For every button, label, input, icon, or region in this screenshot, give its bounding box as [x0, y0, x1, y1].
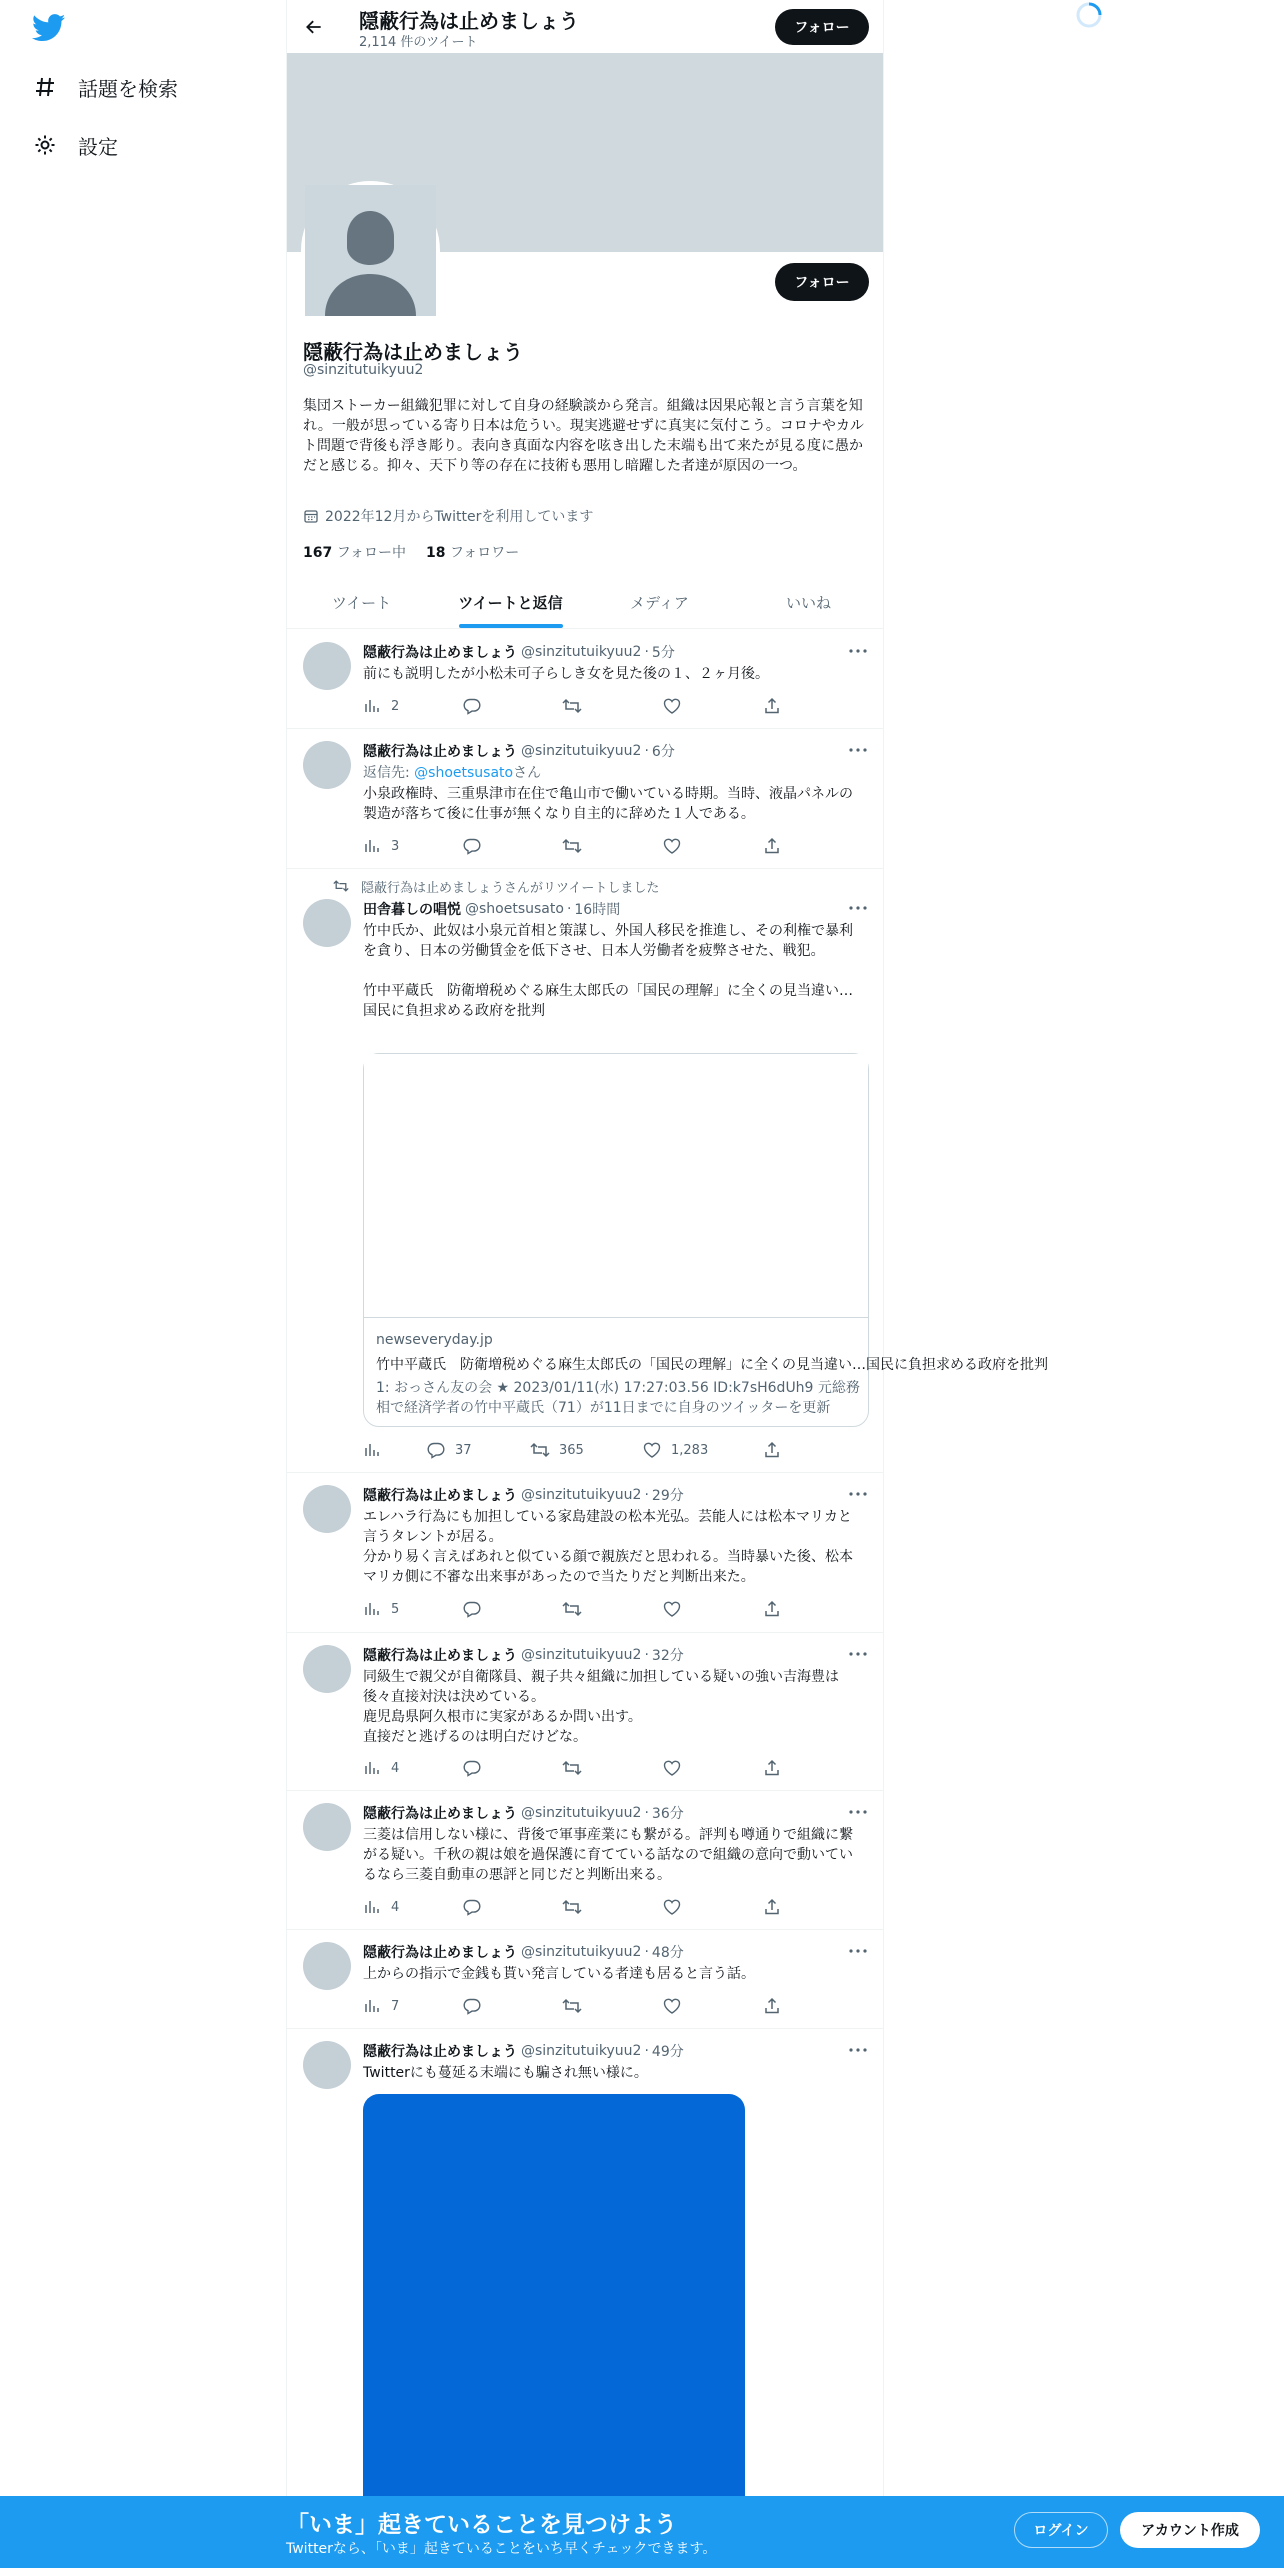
- share-button[interactable]: [763, 1599, 781, 1619]
- login-button[interactable]: ログイン: [1014, 2512, 1108, 2548]
- share-button[interactable]: [763, 1996, 781, 2016]
- reply-button[interactable]: [463, 836, 481, 856]
- reply-icon: [463, 1600, 481, 1618]
- followers-count: 18: [426, 545, 446, 561]
- tweet-actions: [363, 1897, 803, 1917]
- tweet-author-name[interactable]: 隠蔽行為は止めましょう: [363, 1806, 517, 1822]
- views-count: 3: [391, 838, 400, 854]
- tweet[interactable]: [287, 729, 883, 869]
- tweet-time[interactable]: 5分: [651, 645, 675, 661]
- tweet-author-name[interactable]: 隠蔽行為は止めましょう: [363, 645, 517, 661]
- nav-settings-label: 設定: [78, 134, 118, 159]
- reply-icon: [463, 837, 481, 855]
- tweet-time[interactable]: 16時間: [574, 902, 621, 918]
- tweet-author-name[interactable]: 隠蔽行為は止めましょう: [363, 1488, 517, 1504]
- tab-tweets-and-replies-label: ツイートと返信: [458, 593, 563, 612]
- heart-icon: [663, 1997, 681, 2015]
- link-card-domain: newseveryday.jp: [376, 1332, 493, 1348]
- reply-button[interactable]: [463, 1897, 481, 1917]
- tweet-text: 三菱は信用しない様に、背後で軍事産業にも繋がる。評判も噂通りで組織に繋がる疑い。千秋の親は娘を過保護に育てている話なので組織の意向で動いているなら三菱自動車の悪評と同じだと判断出来る。: [363, 1827, 853, 1883]
- like-button[interactable]: [663, 836, 681, 856]
- tweet-author-handle[interactable]: @sinzitutuikyuu2: [521, 2043, 642, 2059]
- tweet[interactable]: [287, 1791, 883, 1930]
- separator-dot: ·: [644, 1805, 649, 1821]
- views-button[interactable]: [363, 1440, 381, 1460]
- separator-dot: ·: [644, 743, 649, 759]
- retweet-button[interactable]: [563, 1599, 581, 1619]
- share-icon: [763, 1898, 781, 1916]
- signup-bottom-bar: [0, 2496, 1284, 2568]
- like-button[interactable]: [643, 1440, 708, 1460]
- tweet-header: [363, 642, 675, 662]
- tweet-text: 上からの指示で金銭も貰い発言している者達も居ると言う話。: [363, 1966, 755, 1982]
- more-options-icon[interactable]: [847, 642, 869, 660]
- tweet-header: [363, 1803, 684, 1823]
- nav-explore[interactable]: [32, 67, 178, 107]
- reply-to-link[interactable]: @shoetsusato: [414, 765, 514, 781]
- back-arrow-icon[interactable]: [299, 12, 329, 42]
- tab-media[interactable]: [585, 576, 734, 628]
- views-count: 5: [391, 1601, 400, 1617]
- tweet-text: Twitterにも蔓延る末端にも騙され無い様に。: [363, 2065, 648, 2081]
- tweet-avatar[interactable]: [303, 1645, 351, 1693]
- reply-icon: [463, 1898, 481, 1916]
- tweet-avatar[interactable]: [303, 642, 351, 690]
- tab-tweets-label: ツイート: [331, 593, 392, 612]
- retweet-button[interactable]: [563, 1996, 581, 2016]
- header-title: 隠蔽行為は止めましょう: [359, 9, 579, 33]
- retweet-button[interactable]: [563, 696, 581, 716]
- share-icon: [763, 1759, 781, 1777]
- more-options-icon[interactable]: [847, 2041, 869, 2059]
- reply-icon: [463, 1997, 481, 2015]
- views-count: 4: [391, 1760, 400, 1776]
- share-button[interactable]: [763, 1758, 781, 1778]
- default-avatar-icon: [305, 185, 436, 316]
- heart-icon: [663, 837, 681, 855]
- reply-icon: [463, 697, 481, 715]
- retweet-icon: [563, 697, 581, 715]
- tweet-author-handle[interactable]: @shoetsusato: [465, 901, 564, 917]
- retweet-icon: [531, 1441, 549, 1459]
- tweet-time[interactable]: 48分: [651, 1945, 684, 1961]
- views-count: 4: [391, 1899, 400, 1915]
- tweet-header: [363, 1645, 684, 1665]
- more-options-icon[interactable]: [847, 1645, 869, 1663]
- hashtag-icon: [32, 74, 58, 100]
- like-button[interactable]: [663, 696, 681, 716]
- retweet-button[interactable]: [563, 836, 581, 856]
- like-button[interactable]: [663, 1599, 681, 1619]
- tweet-avatar[interactable]: [303, 1942, 351, 1990]
- bottom-bar-title: 「いま」起きていることを見つけよう: [286, 2512, 677, 2538]
- heart-icon: [643, 1441, 661, 1459]
- tweet-header: [363, 1485, 684, 1505]
- bottom-bar-subtitle: Twitterなら、「いま」起きていることをいち早くチェックできます。: [286, 2541, 717, 2557]
- tweet-author-name[interactable]: 隠蔽行為は止めましょう: [363, 744, 517, 760]
- heart-icon: [663, 1600, 681, 1618]
- nav-explore-label: 話題を検索: [78, 76, 178, 101]
- separator-dot: ·: [644, 1487, 649, 1503]
- tweet-avatar[interactable]: [303, 1485, 351, 1533]
- analytics-icon: [363, 1997, 381, 2015]
- reply-button[interactable]: [427, 1440, 472, 1460]
- reply-count: 37: [455, 1442, 472, 1458]
- like-count: 1,283: [671, 1442, 709, 1458]
- more-options-icon[interactable]: [847, 741, 869, 759]
- tweet[interactable]: [287, 2029, 883, 2568]
- share-icon: [763, 1441, 781, 1459]
- tweet-avatar[interactable]: [303, 1803, 351, 1851]
- tweet-author-name[interactable]: 隠蔽行為は止めましょう: [363, 2044, 517, 2060]
- tweet-avatar[interactable]: [303, 2041, 351, 2089]
- tweet-author-name[interactable]: 隠蔽行為は止めましょう: [363, 1945, 517, 1961]
- tweet-text: 竹中氏か、此奴は小泉元首相と策謀し、外国人移民を推進し、その利権で暴利を貪り、日本の労働賃金を低下させ、日本人労働者を疲弊させた、戦犯。 竹中平蔵氏 防衛増税めぐる麻生太郎氏の「国民の理解」に全くの見当違い…国民に負担求める政府を批判: [363, 923, 853, 1019]
- reply-button[interactable]: [463, 1599, 481, 1619]
- analytics-icon: [363, 1600, 381, 1618]
- tweet-author-handle[interactable]: @sinzitutuikyuu2: [521, 1944, 642, 1960]
- tweet-header: [363, 741, 675, 761]
- followers-label: フォロワー: [449, 545, 520, 561]
- views-count: 2: [391, 698, 400, 714]
- tweet-header: [363, 899, 620, 919]
- share-icon: [763, 1997, 781, 2015]
- tweet[interactable]: [287, 869, 1048, 1473]
- link-card-description: 1: おっさん友の会 ★ 2023/01/11(水) 17:27:03.56 ID:k7sH6dUh9 元総務相で経済学者の竹中平蔵氏（71）が11日までに自身のツイッターを更新: [376, 1380, 860, 1416]
- tweet-text: 前にも説明したが小松未可子らしき女を見た後の１、２ヶ月後。: [363, 666, 769, 682]
- heart-icon: [663, 1898, 681, 1916]
- heart-icon: [663, 1759, 681, 1777]
- analytics-icon: [363, 697, 381, 715]
- reply-button[interactable]: [463, 696, 481, 716]
- analytics-icon: [363, 837, 381, 855]
- like-button[interactable]: [663, 1758, 681, 1778]
- loading-spinner-icon: [1074, 0, 1104, 30]
- profile-header-bar: [287, 0, 883, 53]
- analytics-icon: [363, 1441, 381, 1459]
- more-options-icon[interactable]: [847, 1942, 869, 1960]
- tweet-header: [363, 2041, 684, 2061]
- header-follow-button[interactable]: フォロー: [775, 9, 869, 45]
- tweet-time[interactable]: 6分: [651, 744, 675, 760]
- views-button[interactable]: [363, 696, 399, 716]
- tab-media-label: メディア: [630, 593, 689, 612]
- profile-tabs: [287, 576, 883, 629]
- following-link[interactable]: [303, 542, 406, 562]
- retweet-icon: [563, 1759, 581, 1777]
- share-icon: [763, 697, 781, 715]
- reply-button[interactable]: [463, 1996, 481, 2016]
- tweet-author-name[interactable]: 田舎暮しの唱悦: [363, 902, 461, 918]
- reply-icon: [463, 1759, 481, 1777]
- profile-follow-button[interactable]: フォロー: [775, 263, 869, 301]
- reply-icon: [427, 1441, 445, 1459]
- more-options-icon[interactable]: [847, 1485, 869, 1503]
- calendar-icon: [303, 508, 319, 524]
- share-icon: [763, 1600, 781, 1618]
- profile-bio: 集団ストーカー組織犯罪に対して自身の経験談から発言。組織は因果応報と言う言葉を知れ。一般が思っている寄り日本は危うい。現実逃避せずに真実に気付こう。コロナやカルト問題で背後も浮き彫り。表向き真面な内容を呟き出した末端も出て来たが見る度に愚かだと感じる。抑々、天下り等の存在に技術も悪用し暗躍した者達が原因の一つ。: [303, 398, 864, 474]
- like-button[interactable]: [663, 1996, 681, 2016]
- more-options-icon[interactable]: [847, 899, 869, 917]
- share-icon: [763, 837, 781, 855]
- retweet-icon: [333, 879, 349, 895]
- share-button[interactable]: [763, 836, 781, 856]
- retweet-button[interactable]: [531, 1440, 584, 1460]
- nav-settings[interactable]: [32, 125, 118, 165]
- share-button[interactable]: [763, 1440, 781, 1460]
- tab-tweets-and-replies[interactable]: [436, 576, 585, 628]
- tweet-avatar[interactable]: [303, 899, 351, 947]
- tweet-actions: [363, 1440, 803, 1460]
- signup-button[interactable]: アカウント作成: [1120, 2512, 1260, 2548]
- reply-context: [363, 762, 541, 782]
- tweet-text: エレハラ行為にも加担している家島建設の松本光弘。芸能人には松本マリカと言うタレントが居る。 分かり易く言えばあれと似ている顔で親族だと思われる。当時暴いた後、松本マリカ側に不審な出来事があったので当たりだと判断出来た。: [363, 1509, 853, 1585]
- views-count: 7: [391, 1998, 400, 2014]
- tweet-time[interactable]: 32分: [651, 1648, 684, 1664]
- tweet-header: [363, 1942, 684, 1962]
- heart-icon: [663, 697, 681, 715]
- profile-joined-text: 2022年12月からTwitterを利用しています: [325, 509, 594, 525]
- tweet-author-handle[interactable]: @sinzitutuikyuu2: [521, 1487, 642, 1503]
- tab-tweets[interactable]: [287, 576, 436, 628]
- views-button[interactable]: [363, 1758, 399, 1778]
- tweet[interactable]: [287, 1633, 883, 1791]
- views-button[interactable]: [363, 1897, 399, 1917]
- twitter-logo-icon[interactable]: [32, 14, 66, 42]
- more-options-icon[interactable]: [847, 1803, 869, 1821]
- tweet-text: 同級生で親父が自衛隊員、親子共々組織に加担している疑いの強い吉海豊は後々直接対決は決めている。 鹿児島県阿久根市に実家があるか問い出す。 直接だと逃げるのは明白だけどな。: [363, 1669, 839, 1745]
- tab-likes[interactable]: [734, 576, 883, 628]
- retweet-button[interactable]: [563, 1897, 581, 1917]
- tweet-actions: [363, 836, 803, 856]
- tweet-author-handle[interactable]: @sinzitutuikyuu2: [521, 1647, 642, 1663]
- profile-counts: [303, 542, 519, 562]
- retweet-icon: [563, 1898, 581, 1916]
- like-button[interactable]: [663, 1897, 681, 1917]
- profile-name: 隠蔽行為は止めましょう: [303, 340, 523, 364]
- separator-dot: ·: [644, 1944, 649, 1960]
- analytics-icon: [363, 1898, 381, 1916]
- main-column: [286, 0, 1048, 2568]
- link-card-image: [364, 1054, 868, 1318]
- separator-dot: ·: [644, 644, 649, 660]
- tweet-actions: [363, 1599, 803, 1619]
- retweet-button[interactable]: [563, 1758, 581, 1778]
- retweet-icon: [563, 1600, 581, 1618]
- reply-suffix: さん: [513, 765, 542, 781]
- tab-likes-label: いいね: [785, 593, 831, 612]
- following-count: 167: [303, 545, 333, 561]
- tweet-author-handle[interactable]: @sinzitutuikyuu2: [521, 1805, 642, 1821]
- tweet[interactable]: [287, 1930, 883, 2029]
- profile-handle: @sinzitutuikyuu2: [303, 362, 424, 378]
- retweet-context: [333, 877, 659, 896]
- gear-icon: [32, 132, 58, 158]
- retweet-context-label[interactable]: 隠蔽行為は止めましょうさんがリツイートしました: [361, 881, 660, 896]
- tweet-actions: [363, 1996, 803, 2016]
- active-tab-indicator: [459, 624, 563, 628]
- share-button[interactable]: [763, 696, 781, 716]
- views-button[interactable]: [363, 836, 399, 856]
- reply-prefix: 返信先:: [363, 765, 415, 781]
- separator-dot: ·: [644, 1647, 649, 1663]
- left-navigation: [0, 0, 286, 2568]
- link-card-title: 竹中平蔵氏 防衛増税めぐる麻生太郎氏の「国民の理解」に全くの見当違い…国民に負担求める政府を批判: [376, 1357, 1048, 1373]
- tweet-author-name[interactable]: 隠蔽行為は止めましょう: [363, 1648, 517, 1664]
- link-card[interactable]: [363, 1053, 1048, 1427]
- tweet-author-handle[interactable]: @sinzitutuikyuu2: [521, 743, 642, 759]
- tweet[interactable]: [287, 1473, 883, 1633]
- header-tweet-count: 2,114 件のツイート: [359, 35, 478, 50]
- analytics-icon: [363, 1759, 381, 1777]
- tweet-text: 小泉政権時、三重県津市在住で亀山市で働いている時期。当時、液晶パネルの製造が落ちて後に仕事が無くなり自主的に辞めた１人である。: [363, 786, 853, 822]
- tweet[interactable]: [287, 630, 883, 729]
- views-button[interactable]: [363, 1996, 399, 2016]
- followers-link[interactable]: [426, 542, 519, 562]
- views-button[interactable]: [363, 1599, 399, 1619]
- tweet-time[interactable]: 49分: [651, 2044, 684, 2060]
- tweet-author-handle[interactable]: @sinzitutuikyuu2: [521, 644, 642, 660]
- retweet-icon: [563, 837, 581, 855]
- tweet-actions: [363, 696, 803, 716]
- retweet-count: 365: [559, 1442, 584, 1458]
- reply-button[interactable]: [463, 1758, 481, 1778]
- following-label: フォロー中: [336, 545, 406, 561]
- profile-avatar[interactable]: [301, 181, 440, 320]
- tweet-avatar[interactable]: [303, 741, 351, 789]
- tweet-time[interactable]: 29分: [651, 1488, 684, 1504]
- separator-dot: ·: [644, 2043, 649, 2059]
- profile-joined-date: [303, 506, 593, 526]
- share-button[interactable]: [763, 1897, 781, 1917]
- tweet-actions: [363, 1758, 803, 1778]
- retweet-icon: [563, 1997, 581, 2015]
- separator-dot: ·: [566, 901, 572, 917]
- tweet-time[interactable]: 36分: [651, 1806, 684, 1822]
